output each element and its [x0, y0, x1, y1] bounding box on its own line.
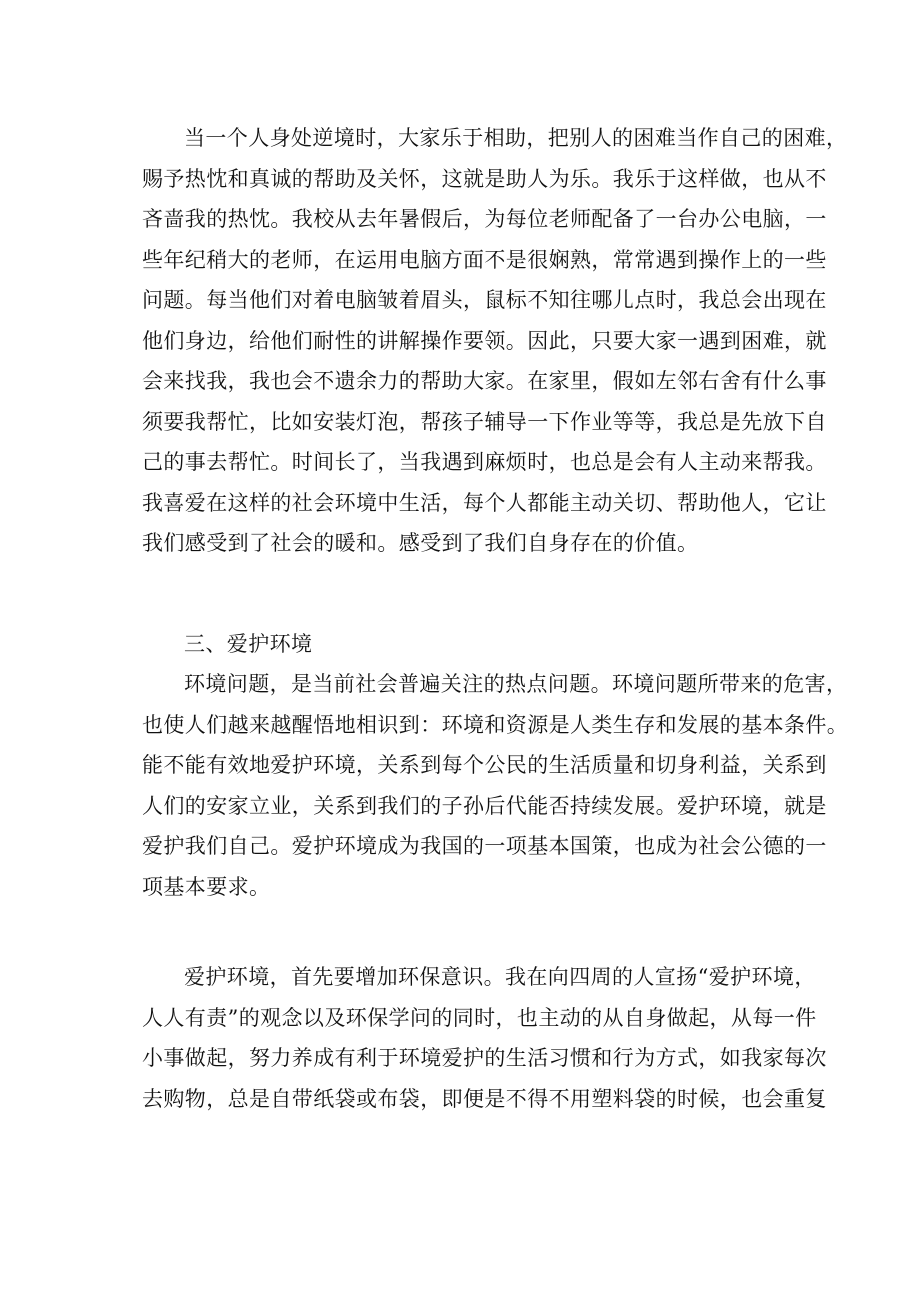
- text-line: 能不能有效地爱护环境，关系到每个公民的生活质量和切身利益，关系到: [142, 753, 827, 777]
- text-line: 吝啬我的热忱。我校从去年暑假后，为每位老师配备了一台办公电脑，一: [142, 207, 827, 231]
- text-line: 我们感受到了社会的暖和。感受到了我们自身存在的价值。: [142, 531, 699, 555]
- text-line: 也使人们越来越醒悟地相识到：环境和资源是人类生存和发展的基本条件。: [142, 712, 849, 737]
- text-line: 去购物，总是自带纸袋或布袋，即便是不得不用塑料袋的时候，也会重复: [142, 1086, 827, 1111]
- text-line: 己的事去帮忙。时间长了，当我遇到麻烦时，也总是会有人主动来帮我。: [142, 450, 827, 474]
- text-line: 他们身边，给他们耐性的讲解操作要领。因此，只要大家一遇到困难，就: [142, 328, 827, 353]
- text-line: 须要我帮忙，比如安装灯泡，帮孩子辅导一下作业等等，我总是先放下自: [142, 409, 827, 434]
- text-line: 人人有责”的观念以及环保学问的同时，也主动的从自身做起，从每一件: [142, 1005, 817, 1030]
- paragraph-helping-others: [142, 118, 848, 564]
- text-line: 些年纪稍大的老师，在运用电脑方面不是很娴熟，常常遇到操作上的一些: [142, 247, 827, 272]
- text-line: 爱护我们自己。爱护环境成为我国的一项基本国策，也成为社会公德的一: [142, 834, 827, 858]
- text-line: 问题。每当他们对着电脑皱着眉头，鼠标不知往哪儿点时，我总会出现在: [142, 288, 827, 312]
- paragraph-environment-problem: [142, 664, 849, 907]
- text-line: 环境问题，是当前社会普遍关注的热点问题。环境问题所带来的危害，: [184, 672, 848, 696]
- text-line: 人们的安家立业，关系到我们的子孙后代能否持续发展。爱护环境，就是: [142, 793, 827, 818]
- section-heading-block: [142, 624, 790, 665]
- section-heading: 三、爱护环境: [184, 632, 313, 656]
- text-line: 当一个人身处逆境时，大家乐于相助，把别人的困难当作自己的困难，: [184, 126, 848, 150]
- text-line: 会来找我，我也会不遗余力的帮助大家。在家里，假如左邻右舍有什么事: [142, 369, 827, 393]
- text-line: 小事做起，努力养成有利于环境爱护的生活习惯和行为方式，如我家每次: [142, 1046, 827, 1070]
- text-line: 赐予热忱和真诚的帮助及关怀，这就是助人为乐。我乐于这样做，也从不: [142, 166, 827, 191]
- text-line: 我喜爱在这样的社会环境中生活，每个人都能主动关切、帮助他人，它让: [142, 490, 827, 515]
- paragraph-environment-awareness: [142, 957, 827, 1119]
- text-line: 爱护环境，首先要增加环保意识。我在向四周的人宣扬“爱护环境，: [184, 965, 816, 989]
- text-line: 项基本要求。: [142, 874, 271, 899]
